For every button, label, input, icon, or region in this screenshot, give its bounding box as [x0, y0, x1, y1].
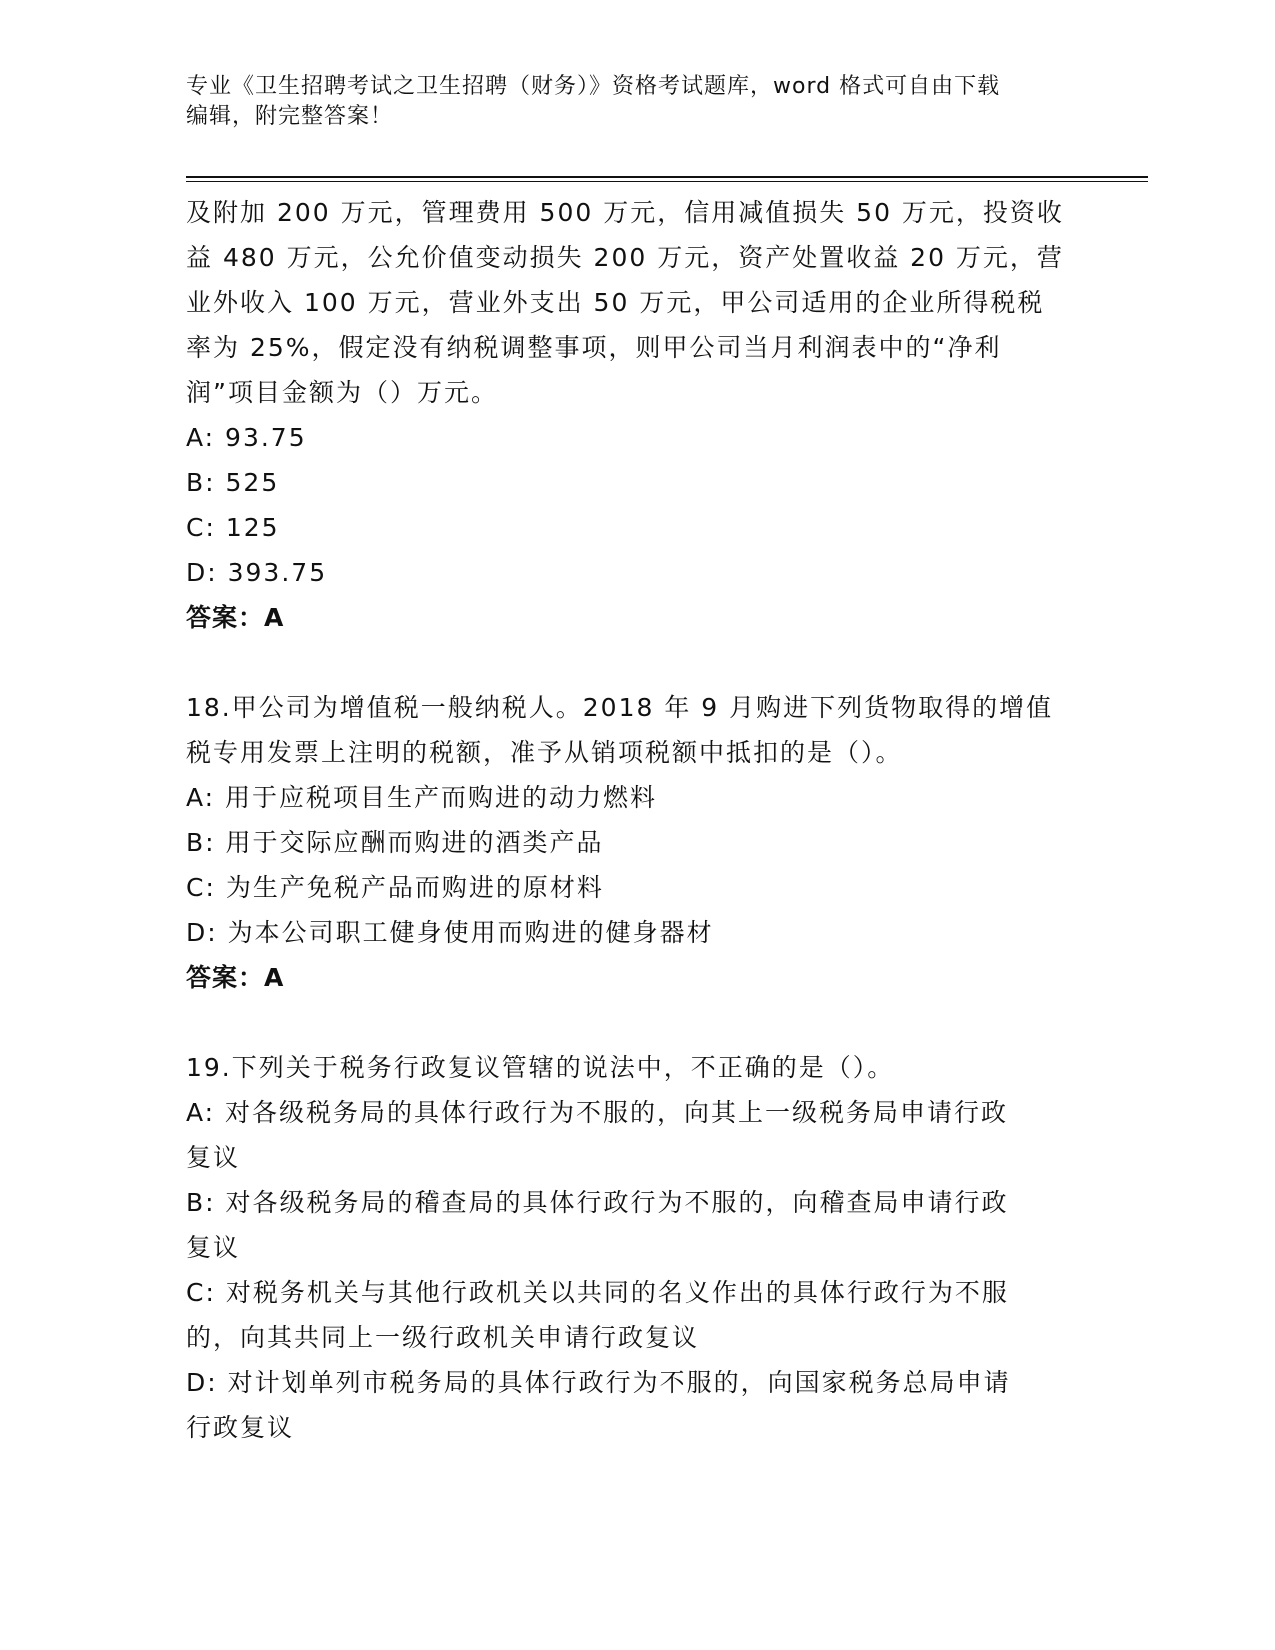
option-c: C: 为生产免税产品而购进的原材料	[186, 873, 604, 902]
option-a: A: 93.75	[186, 423, 307, 452]
option-d: D: 对计划单列市税务局的具体行政行为不服的，向国家税务总局申请	[186, 1368, 1011, 1397]
question-stem-line: 率为 25%，假定没有纳税调整事项，则甲公司当月利润表中的“净利	[186, 333, 1002, 362]
question-stem-line: 19.下列关于税务行政复议管辖的说法中，不正确的是（）。	[186, 1053, 895, 1082]
question-stem-line: 业外收入 100 万元，营业外支出 50 万元，甲公司适用的企业所得税税	[186, 288, 1045, 317]
header-divider	[186, 181, 1148, 182]
option-a: A: 用于应税项目生产而购进的动力燃料	[186, 783, 658, 812]
option-c: C: 对税务机关与其他行政机关以共同的名义作出的具体行政行为不服	[186, 1278, 1009, 1307]
answer-label: 答案：A	[186, 603, 285, 632]
question-stem-line: 及附加 200 万元，管理费用 500 万元，信用减值损失 50 万元，投资收	[186, 198, 1064, 227]
question-stem-line: 18.甲公司为增值税一般纳税人。2018 年 9 月购进下列货物取得的增值	[186, 693, 1054, 722]
option-d: D: 393.75	[186, 558, 328, 587]
option-a: A: 对各级税务局的具体行政行为不服的，向其上一级税务局申请行政	[186, 1098, 1009, 1127]
option-b: B: 525	[186, 468, 280, 497]
question-stem-line: 益 480 万元，公允价值变动损失 200 万元，资产处置收益 20 万元，营	[186, 243, 1064, 272]
option-d-continued: 行政复议	[186, 1413, 295, 1442]
option-d: D: 为本公司职工健身使用而购进的健身器材	[186, 918, 714, 947]
question-18	[186, 685, 1086, 1000]
question-17	[186, 190, 1086, 640]
header-divider	[186, 176, 1148, 178]
option-c: C: 125	[186, 513, 280, 542]
question-list	[186, 190, 1086, 1450]
question-stem-line: 润”项目金额为（）万元。	[186, 378, 498, 407]
question-19	[186, 1045, 1086, 1450]
option-b-continued: 复议	[186, 1233, 241, 1262]
option-c-continued: 的，向其共同上一级行政机关申请行政复议	[186, 1323, 700, 1352]
header-line: 编辑，附完整答案！	[186, 104, 394, 129]
option-a-continued: 复议	[186, 1143, 241, 1172]
header-line: 专业《卫生招聘考试之卫生招聘（财务）》资格考试题库，word 格式可自由下载	[186, 74, 1001, 99]
option-b: B: 用于交际应酬而购进的酒类产品	[186, 828, 604, 857]
answer-label: 答案：A	[186, 963, 285, 992]
page-header	[186, 72, 1086, 132]
question-stem-line: 税专用发票上注明的税额，准予从销项税额中抵扣的是（）。	[186, 738, 903, 767]
option-b: B: 对各级税务局的稽查局的具体行政行为不服的，向稽查局申请行政	[186, 1188, 1009, 1217]
